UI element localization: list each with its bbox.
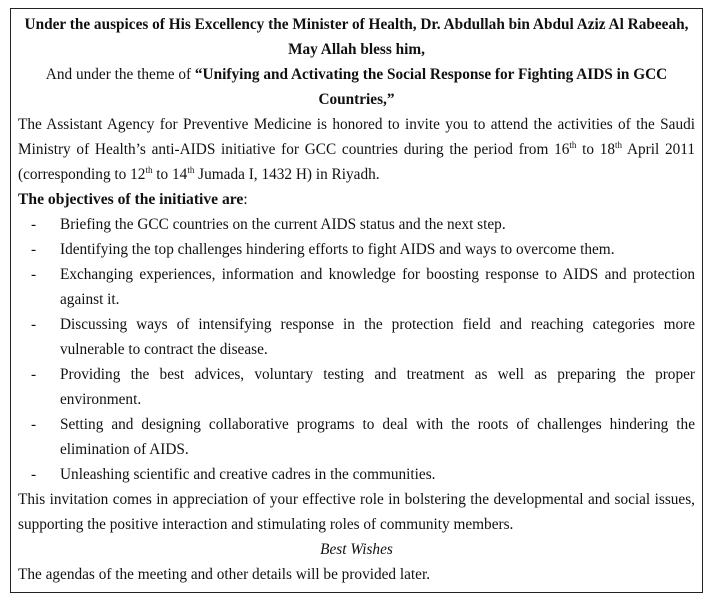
intro-text-5: Jumada I, 1432 H) in Riyadh. (194, 166, 380, 183)
list-item: - Briefing the GCC countries on the current AIDS status and the next step. (18, 212, 695, 237)
invitation-document (10, 8, 703, 593)
intro-sup-2: th (615, 140, 623, 150)
objectives-list (18, 212, 695, 487)
objectives-heading (18, 187, 695, 212)
objectives-heading-colon: : (243, 191, 248, 208)
intro-text-2: to 18 (576, 141, 616, 158)
intro-sup-4: th (187, 165, 195, 175)
list-item: - Providing the best advices, voluntary testing and treatment as well as preparing the proper environment. (18, 362, 695, 412)
appreciation-paragraph: This invitation comes in appreciation of your effective role in bolstering the developmental and social issues, supporting the positive interaction and stimulating roles of community members. (18, 491, 695, 533)
intro-text-4: to 14 (152, 166, 188, 183)
list-item: - Setting and designing collaborative programs to deal with the roots of challenges hindering the elimination of AIDS. (18, 412, 695, 462)
auspices-line: Under the auspices of His Excellency the Minister of Health, Dr. Abdullah bin Abdul Aziz Al Rabeeah, May Allah bless him, (24, 16, 689, 58)
intro-sup-3: th (145, 165, 153, 175)
theme-line (18, 62, 695, 112)
list-item: - Unleashing scientific and creative cadres in the communities. (18, 462, 695, 487)
objectives-heading-text: The objectives of the initiative are (18, 191, 244, 208)
intro-text-3: April 2011 (corresponding to 12 (18, 141, 695, 183)
best-wishes: Best Wishes (320, 541, 393, 558)
list-item: - Identifying the top challenges hindering efforts to fight AIDS and ways to overcome them. (18, 237, 695, 262)
theme-prefix: And under the theme of (45, 66, 195, 83)
theme-title: “Unifying and Activating the Social Response for Fighting AIDS in GCC Countries,” (194, 66, 668, 108)
agenda-note: The agendas of the meeting and other details will be provided later. (18, 566, 431, 583)
list-item: - Exchanging experiences, information and knowledge for boosting response to AIDS and protection against it. (18, 262, 695, 312)
intro-text-1: The Assistant Agency for Preventive Medicine is honored to invite you to attend the activities of the Saudi Ministry of Health’s anti-AIDS initiative for GCC countries during the period from 16 (18, 116, 695, 158)
list-item: - Discussing ways of intensifying response in the protection field and reaching categories more vulnerable to contract the disease. (18, 312, 695, 362)
intro-paragraph (18, 112, 695, 187)
intro-sup-1: th (569, 140, 577, 150)
